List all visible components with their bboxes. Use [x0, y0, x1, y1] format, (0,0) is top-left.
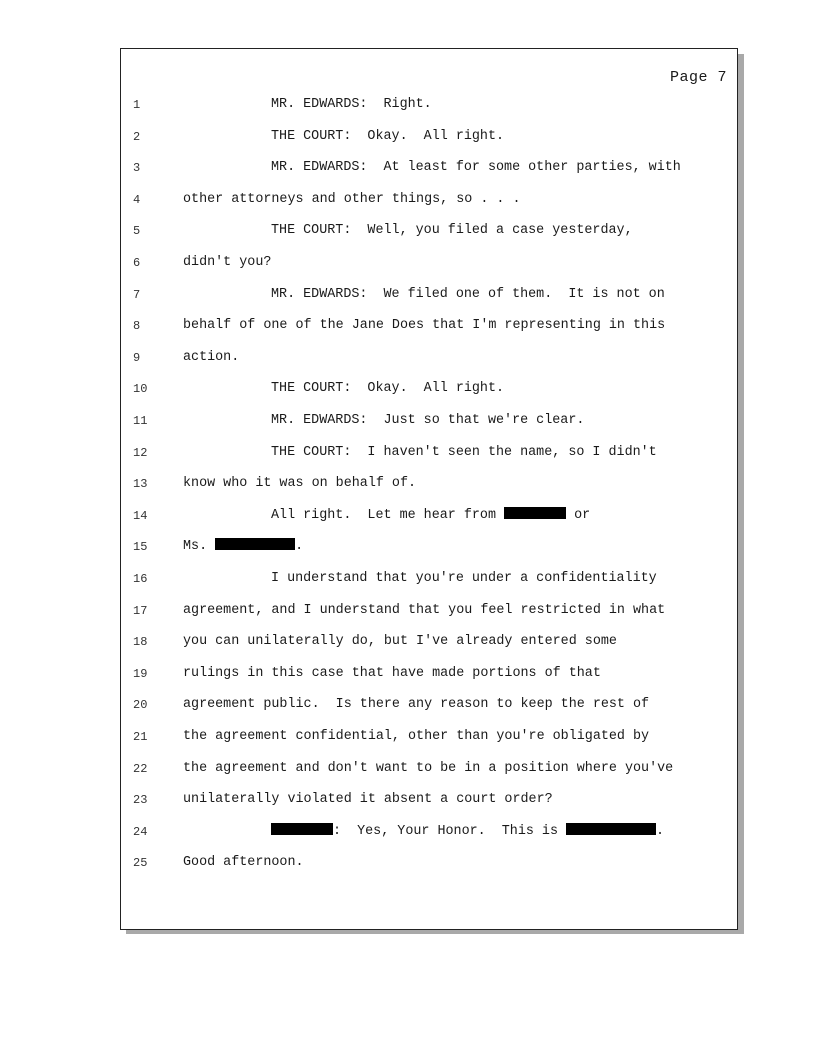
- transcript-line: [121, 853, 737, 873]
- line-text-segment: : Yes, Your Honor. This is: [333, 823, 567, 839]
- line-number: 10: [133, 382, 148, 397]
- line-number: 14: [133, 508, 148, 523]
- transcript-line: [121, 822, 737, 842]
- transcript-line: [121, 601, 737, 621]
- line-text: MR. EDWARDS: We filed one of them. It is not on: [271, 286, 665, 302]
- line-text: MR. EDWARDS: Right.: [271, 97, 432, 112]
- line-text: MR. EDWARDS: At least for some other parties, with: [271, 160, 681, 176]
- line-text: the agreement confidential, other than you're obligated by: [183, 729, 650, 744]
- transcript-line: [121, 190, 737, 210]
- transcript-line: [121, 727, 737, 747]
- line-number: 7: [133, 287, 141, 302]
- transcript-line: [121, 474, 737, 494]
- line-text: you can unilaterally do, but I've already entered some: [183, 634, 617, 650]
- line-text: agreement public. Is there any reason to keep the rest of: [183, 697, 650, 713]
- redaction-bar: [566, 823, 656, 835]
- line-text: Good afternoon.: [183, 855, 304, 871]
- line-text: behalf of one of the Jane Does that I'm representing in this: [183, 318, 666, 334]
- line-number: 13: [133, 477, 148, 492]
- line-number: 16: [133, 572, 148, 586]
- line-text: THE COURT: Okay. All right.: [271, 128, 505, 144]
- line-text: MR. EDWARDS: Just so that we're clear.: [271, 413, 585, 428]
- line-text-segment: or: [566, 507, 591, 523]
- transcript-line: [121, 158, 737, 178]
- line-number: 3: [133, 161, 141, 176]
- transcript-line: [121, 506, 737, 526]
- line-text: [271, 822, 664, 842]
- transcript-line: [121, 569, 737, 589]
- line-number: 24: [133, 824, 148, 839]
- transcript-line: [121, 664, 737, 684]
- line-text: other attorneys and other things, so . . .: [183, 191, 521, 207]
- line-text: rulings in this case that have made portions of that: [183, 665, 601, 681]
- transcript-line: [121, 285, 737, 305]
- line-number: 2: [133, 129, 141, 144]
- line-text: unilaterally violated it absent a court order?: [183, 792, 553, 808]
- transcript-page: [120, 48, 738, 930]
- page-number: Page 7: [669, 69, 727, 86]
- line-text-segment: All right. Let me hear from: [271, 507, 505, 523]
- transcript-line: [121, 632, 737, 652]
- line-text: agreement, and I understand that you feel restricted in what: [183, 602, 666, 618]
- line-number: 5: [133, 224, 141, 239]
- line-text: THE COURT: Okay. All right.: [271, 381, 505, 397]
- line-number: 9: [133, 350, 141, 365]
- transcript-line: [121, 759, 737, 779]
- redaction-bar: [215, 538, 295, 550]
- line-number: 25: [133, 856, 148, 871]
- line-text: know who it was on behalf of.: [183, 476, 417, 492]
- line-number: 11: [133, 414, 148, 428]
- transcript-line: [121, 537, 737, 557]
- line-number: 12: [133, 445, 148, 460]
- line-text: action.: [183, 349, 240, 365]
- line-number: 17: [133, 603, 148, 618]
- line-text: [271, 506, 590, 526]
- line-text-segment: .: [656, 823, 665, 839]
- transcript-line: [121, 95, 737, 115]
- transcript-line: [121, 221, 737, 241]
- redaction-bar: [271, 823, 333, 835]
- line-number: 15: [133, 540, 148, 555]
- transcript-line: [121, 379, 737, 399]
- line-text: THE COURT: I haven't seen the name, so I didn't: [271, 444, 657, 460]
- transcript-line: [121, 411, 737, 431]
- line-text: [183, 537, 303, 557]
- line-text: I understand that you're under a confidentiality: [271, 571, 657, 586]
- line-text-segment: Ms.: [183, 539, 216, 555]
- line-number: 23: [133, 793, 148, 808]
- line-text: the agreement and don't want to be in a position where you've: [183, 760, 674, 776]
- redaction-bar: [504, 507, 566, 519]
- line-number: 20: [133, 698, 148, 713]
- transcript-line: [121, 790, 737, 810]
- transcript-line: [121, 253, 737, 273]
- transcript-line: [121, 443, 737, 463]
- line-number: 22: [133, 761, 148, 776]
- line-text: didn't you?: [183, 255, 272, 270]
- line-number: 1: [133, 98, 141, 112]
- line-number: 18: [133, 635, 148, 650]
- transcript-line: [121, 316, 737, 336]
- line-text: THE COURT: Well, you filed a case yesterday,: [271, 223, 633, 239]
- line-number: 19: [133, 666, 148, 681]
- line-text-segment: .: [295, 539, 304, 555]
- line-number: 21: [133, 730, 148, 744]
- line-number: 8: [133, 319, 141, 334]
- transcript-line: [121, 695, 737, 715]
- line-number: 6: [133, 256, 141, 270]
- transcript-line: [121, 348, 737, 368]
- line-number: 4: [133, 192, 141, 207]
- transcript-line: [121, 127, 737, 147]
